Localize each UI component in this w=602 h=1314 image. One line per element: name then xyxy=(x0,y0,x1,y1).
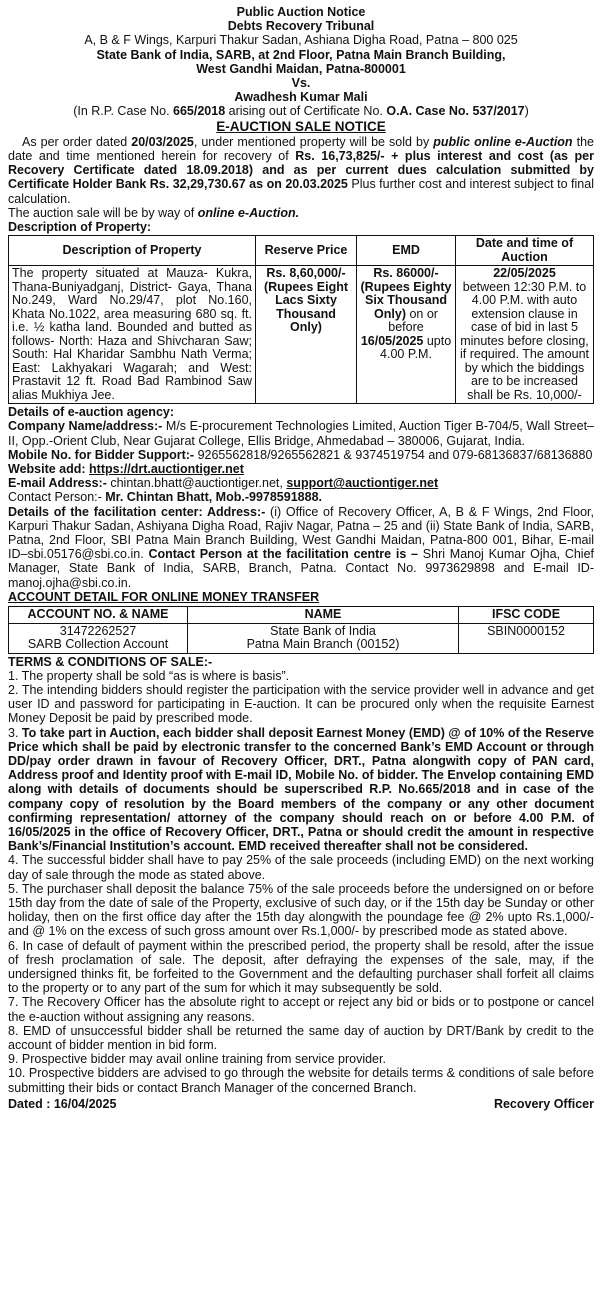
property-description: The property situated at Mauza- Kukra, Thana-Buniyadganj, District- Gaya, Thana No.249, Ward No.29/47, plot No.160, Khata No.1022, area measuring 680 sq. ft. i.e. ½ katha land. Bounded and butted as follows- North: Haza and Shivcharan Saw; South: Hal Kharidar Sambhu Nath Verma; East: Lakhyakari Wagarah; and West: Prastavit 12 ft. Road Bad Rambinod Saw alias Mukhiya Jee. xyxy=(9,266,256,404)
email-line xyxy=(8,476,594,490)
versus: Vs. xyxy=(291,76,311,91)
account-name: SARB Collection Account xyxy=(27,637,169,652)
ifsc-code: SBIN0000152 xyxy=(459,623,594,653)
auction-notice xyxy=(8,0,594,1111)
facility-value: (i) Office of Recovery Officer, A, B & F Wings, 2nd Floor, Karpuri Thakur Sadan, Ashiyana Digha Road, Rajiv Nagar, Patna – 25 and (ii) State Bank of India, SARB, Patna, 2nd Floor, SBI Patna Main Branch Building, West Gandhi Maidan, Patna-800 001, Bihar, E-mail ID–sbi.05176@sbi.co.in. xyxy=(8,504,594,562)
term-9: 9. Prospective bidder may avail online training from service provider. xyxy=(8,1052,386,1067)
company-label: Company Name/address:- xyxy=(8,419,163,434)
term-7: 7. The Recovery Officer has the absolute right to accept or reject any bid or bids or to postpone or cancel the e-auction without assigning any reasons. xyxy=(8,995,594,1024)
company-line xyxy=(8,419,594,447)
facility-contact-value: Shri Manoj Kumar Ojha, Chief Manager, State Bank of India, SARB, Branch, Patna. Contact No. 9973629898 and E-mail ID-manoj.ojha@sbi.co.in. xyxy=(8,547,595,590)
account-table-header xyxy=(9,607,594,624)
term-3-text: To take part in Auction, each bidder shall deposit Earnest Money (EMD) @ of 10% of the Reserve Price which shall be paid by electronic transfer to the concerned Bank’s EMD Account or through DD/pay order drawn in favour of Recovery Officer, DRT., Patna alongwith copy of PAN card, Address proof and Identity proof with E-mail ID, Mobile No. of bidder. The Envelop containing EMD along with details of documents should be superscribed R.P. No.665/2018 and in case of the company copy of resolution by the Board members of the company or any other document confirming representation/ attorney of the company should reach on or before 4.00 P.M. of 16/05/2025 in the office of Recovery Officer, DRT., Patna or should credit the amount in respective Bank’s/Financial Institution’s account. EMD received thereafter shall not be considered. xyxy=(8,725,594,854)
emd-time: upto 4.00 P.M. xyxy=(380,333,452,362)
website-link[interactable]: https://drt.auctiontiger.net xyxy=(89,462,244,477)
email-label: E-mail Address:- xyxy=(8,476,107,491)
emd-amount: Rs. 86000/- (Rupees Eighty Six Thousand Only) xyxy=(360,266,452,321)
signatory: Recovery Officer xyxy=(493,1096,594,1111)
email-value: chintan.bhatt@auctiontiger.net, xyxy=(106,476,287,491)
emd-text: on or before xyxy=(388,306,438,335)
case-reference xyxy=(8,104,594,118)
facility-line xyxy=(8,505,594,590)
term-2: 2. The intending bidders should register the participation with the service provider well in advance and get user ID and password for participating in E-auction. It can be procured only when the requisite Earnest Money Deposit be paid by prescribed mode. xyxy=(8,683,594,726)
tribunal-address: A, B & F Wings, Karpuri Thakur Sadan, Ashiana Digha Road, Patna – 800 025 xyxy=(84,33,518,48)
bank-cell xyxy=(188,623,459,653)
account-table xyxy=(8,606,594,654)
facility-contact-label: Contact Person at the facilitation centre is – xyxy=(148,547,419,562)
property-table-header xyxy=(9,236,594,266)
terms-heading: TERMS & CONDITIONS OF SALE:- xyxy=(8,654,213,669)
tribunal-name: Debts Recovery Tribunal xyxy=(227,19,375,34)
description-heading: Description of Property: xyxy=(8,220,152,235)
dated: Dated : 16/04/2025 xyxy=(8,1096,117,1111)
col-name: NAME xyxy=(188,607,459,624)
agency-section xyxy=(8,405,594,590)
auction-cell xyxy=(456,266,594,404)
col-account-no: ACCOUNT NO. & NAME xyxy=(9,607,188,624)
account-number: 31472262527 xyxy=(59,623,137,638)
bank-name-value: State Bank of India xyxy=(270,623,376,638)
rp-case-no: 665/2018 xyxy=(173,104,226,119)
bank-address: West Gandhi Maidan, Patna-800001 xyxy=(196,61,406,76)
agency-heading: Details of e-auction agency: xyxy=(8,405,175,420)
mode-value: online e-Auction. xyxy=(197,205,300,220)
contact-line xyxy=(8,490,594,504)
account-heading: ACCOUNT DETAIL FOR ONLINE MONEY TRANSFER xyxy=(8,589,320,604)
auction-mode-line xyxy=(8,206,594,220)
auction-date: 22/05/2025 xyxy=(493,266,556,281)
case-pre: (In R.P. Case No. xyxy=(73,104,174,119)
intro-text-3: the date and time mentioned herein for recovery of xyxy=(8,134,594,164)
col-auction-date: Date and time of Auction xyxy=(456,236,594,266)
website-line xyxy=(8,462,594,476)
auction-mode-emph: public online e-Auction xyxy=(433,134,573,149)
case-mid: arising out of Certificate No. xyxy=(225,104,387,119)
contact-label: Contact Person:- xyxy=(8,490,106,505)
terms-section xyxy=(8,655,594,1095)
term-3-number: 3. xyxy=(8,725,22,740)
recovery-amount: Rs. 16,73,825/- + plus interest and cost (as per Recovery Certificate dated 18.09.2018) and as per current dues calculation submitted by Certificate Holder Bank Rs. 32,29,730.67 as on 20.03.2025 xyxy=(8,149,594,192)
intro-text-2: , under mentioned property will be sold by xyxy=(193,134,434,149)
col-ifsc: IFSC CODE xyxy=(459,607,594,624)
branch-name: Patna Main Branch (00152) xyxy=(246,637,400,652)
col-emd: EMD xyxy=(357,236,456,266)
term-1: 1. The property shall be sold “as is where is basis”. xyxy=(8,668,290,683)
mobile-line xyxy=(8,448,594,462)
facility-label: Details of the facilitation center: Address:- xyxy=(8,504,266,519)
defendant-name: Awadhesh Kumar Mali xyxy=(234,90,368,105)
mobile-value: 9265562818/9265562821 & 9374519754 and 079-68136837/68136880 xyxy=(194,447,593,462)
account-row xyxy=(9,623,594,653)
website-label: Website add: xyxy=(8,462,90,477)
term-5: 5. The purchaser shall deposit the balance 75% of the sale proceeds before the undersigned on or before 15th day from the date of sale of the Property, exclusive of such day, or if the 15th day be Sunday or other holiday, then on the first office day after the 15th day alongwith the poundage fee @ 2% upto Rs.1,000/- and @ 1% on the excess of such gross amount over Rs.1,000/- by prescribed mode as stated above. xyxy=(8,881,594,939)
account-no-cell xyxy=(9,623,188,653)
col-description: Description of Property xyxy=(9,236,256,266)
footer xyxy=(8,1097,594,1111)
term-4: 4. The successful bidder shall have to pay 25% of the sale proceeds (including EMD) on the next working day of sale through the mode as stated above. xyxy=(8,853,594,882)
oa-case-no: O.A. Case No. 537/2017 xyxy=(386,104,525,119)
support-email-link[interactable]: support@auctiontiger.net xyxy=(286,476,439,491)
mode-text: The auction sale will be by way of xyxy=(8,205,198,220)
intro-paragraph xyxy=(8,135,594,206)
company-value: M/s E-procurement Technologies Limited, Auction Tiger B-704/5, Wall Street–II, Opp.-Orient Club, Near Gujarat College, Ellis Bridge, Ahmedabad – 380006, Gujarat, India. xyxy=(8,419,595,448)
bank-name: State Bank of India, SARB, at 2nd Floor, Patna Main Branch Building, xyxy=(96,47,506,62)
emd-cell xyxy=(357,266,456,404)
intro-text-1: As per order dated xyxy=(22,134,132,149)
emd-date: 16/05/2025 xyxy=(360,333,424,348)
contact-value: Mr. Chintan Bhatt, Mob.-9978591888. xyxy=(105,490,322,505)
notice-heading: Public Auction Notice xyxy=(236,5,366,19)
term-8: 8. EMD of unsuccessful bidder shall be returned the same day of auction by DRT/Bank by credit to the account of bidder mention in bid form. xyxy=(8,1023,594,1053)
property-table xyxy=(8,235,594,404)
reserve-price: Rs. 8,60,000/- (Rupees Eight Lacs Sixty Thousand Only) xyxy=(256,266,357,404)
term-3 xyxy=(8,726,594,854)
col-reserve-price: Reserve Price xyxy=(256,236,357,266)
property-row xyxy=(9,266,594,404)
order-date: 20/03/2025 xyxy=(131,134,194,149)
intro-text-4: Plus further cost and interest subject to final calculation. xyxy=(8,177,594,206)
term-6: 6. In case of default of payment within the prescribed period, the property shall be resold, after the issue of fresh proclamation of sale. The deposit, after defraying the expenses of the sale, may, if the undersigned thinks fit, be forfeited to the Government and the defaulting purchaser shall forfeit all claims to the property or to any part of the sum for which it may subsequently be sold. xyxy=(8,938,594,996)
auction-time: between 12:30 P.M. to 4.00 P.M. with auto extension clause in case of bid in last 5 minutes before closing, if required. The amount by which the biddings are to be increased shall be Rs. 10,000/- xyxy=(459,279,589,402)
notice-title: E-AUCTION SALE NOTICE xyxy=(216,118,386,134)
term-10: 10. Prospective bidders are advised to go through the website for details terms & conditions of sale before submitting their bids or contact Branch Manager of the concerned Branch. xyxy=(8,1066,594,1095)
mobile-label: Mobile No. for Bidder Support:- xyxy=(8,447,195,462)
case-post: ) xyxy=(524,104,529,119)
